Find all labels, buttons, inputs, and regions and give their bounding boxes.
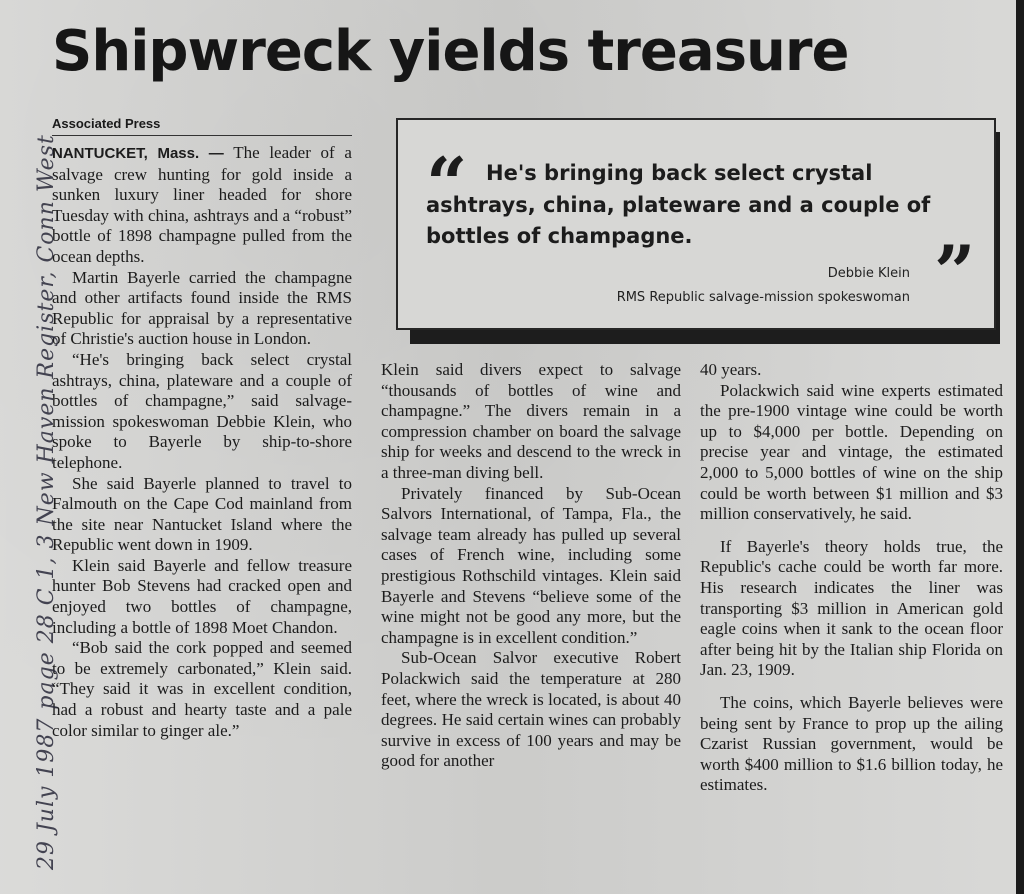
article-column-2 [381, 360, 681, 772]
paragraph: “He's bringing back select crystal ashtrays, china, plateware and a couple of bottles of champagne,” said salvage-mission spokeswoman Debbie Klein, who spoke to Bayerle by ship-to-shore telephone. [52, 349, 352, 472]
paragraph-lead [52, 143, 352, 268]
paragraph: If Bayerle's theory holds true, the Republic's cache could be worth far more. His research indicates the liner was transporting $3 million in American gold eagle coins when it sank to the ocean floor after being hit by the Italian ship Florida on Jan. 23, 1909. [700, 536, 1003, 680]
byline: Associated Press [52, 116, 161, 131]
paragraph: Klein said Bayerle and fellow treasure hunter Bob Stevens had cracked open and enjoyed two bottles of champagne, including a bottle of 1898 Moet Chandon. [52, 555, 352, 637]
pull-quote-box [396, 118, 996, 330]
close-quote-mark: ” [934, 229, 976, 314]
pull-quote-text: He's bringing back select crystal ashtrays, china, plateware and a couple of bottles of champagne. [426, 161, 931, 248]
byline-rule [52, 135, 352, 136]
paragraph: Polackwich said wine experts estimated the pre-1900 vintage wine could be worth up to $4,000 per bottle. Depending on precise year and vintage, the estimated 2,000 to 5,000 bottles of wine on the ship could be worth between $1 million and $3 million conservatively, he said. [700, 380, 1003, 524]
article-column-1 [52, 143, 352, 741]
dateline: NANTUCKET, Mass. — [52, 145, 224, 162]
headline: Shipwreck yields treasure [52, 19, 849, 84]
lead-text: The leader of a salvage crew hunting for gold inside a sunken luxury liner headed for shore Tuesday with china, ashtrays and a “robust” bottle of 1898 champagne pulled from the ocean depths. [52, 143, 352, 266]
paragraph: Privately financed by Sub-Ocean Salvors International, of Tampa, Fla., the salvage team already has pulled up several cases of French wine, including some prestigious Rothschild vintages. Klein said Bayerle and Stevens “believe some of the wine might not be good any more, but the champagne is in excellent condition.” [381, 483, 681, 647]
pull-quote-attribution-role: RMS Republic salvage-mission spokeswoman [616, 290, 910, 305]
paragraph: 40 years. [700, 360, 762, 379]
paragraph: Martin Bayerle carried the champagne and other artifacts found inside the RMS Republic for appraisal by a representative of Christie's auction house in London. [52, 267, 352, 349]
paragraph: “Bob said the cork popped and seemed to be extremely carbonated,” Klein said. “They said it was in excellent condition, had a robust and hearty taste and a pale color similar to ginger ale.” [52, 638, 352, 740]
handwritten-source-note: 29 July 1987 page 28 C 1, 3 New Haven Register, Conn West [34, 134, 59, 870]
paragraph: She said Bayerle planned to travel to Falmouth on the Cape Cod mainland from the site near Nantucket Island where the Republic went down in 1909. [52, 473, 352, 555]
paragraph: The coins, which Bayerle believes were being sent by France to prop up the ailing Czarist Russian government, would be worth $400 million to $1.6 billion today, he estimates. [700, 692, 1003, 795]
paragraph: Sub-Ocean Salvor executive Robert Polackwich said the temperature at 280 feet, where the wreck is located, is about 40 degrees. He said certain wines can probably survive in excess of 100 years and may be good for another [381, 648, 681, 771]
open-quote-mark: “ [426, 141, 468, 226]
pull-quote-attribution-name: Debbie Klein [827, 266, 910, 281]
article-column-3 [700, 360, 1003, 796]
paragraph: Klein said divers expect to salvage “thousands of bottles of wine and champagne.” The divers remain in a compression chamber on board the salvage ship for weeks and descend to the wreck in a three-man diving bell. [381, 360, 681, 482]
